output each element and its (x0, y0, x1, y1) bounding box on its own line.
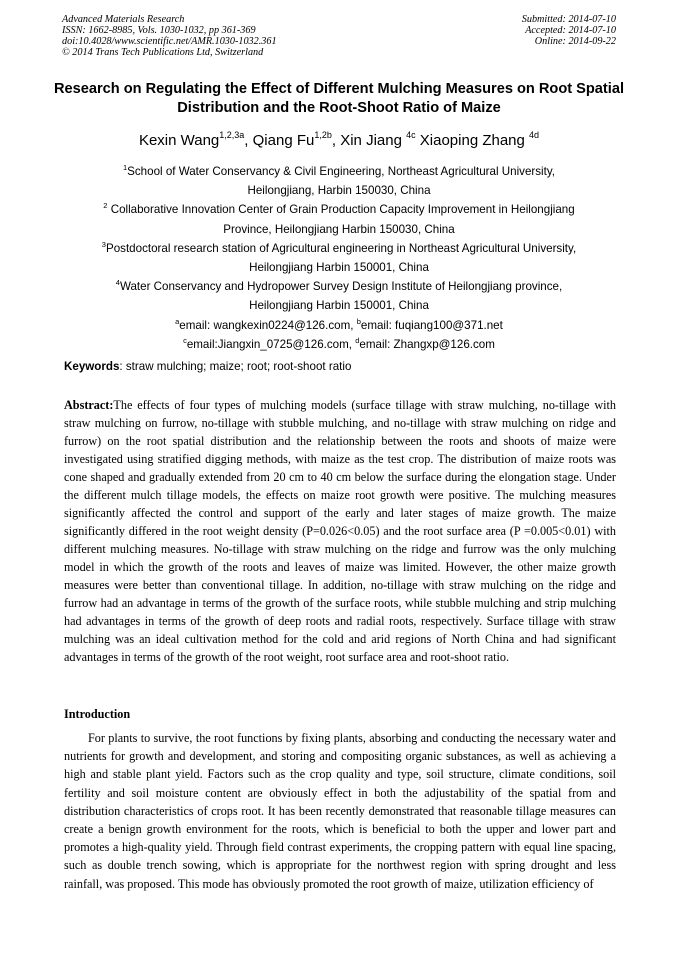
affiliation-number: 3 (101, 239, 106, 249)
author-separator: , (244, 132, 253, 149)
email-line (40, 335, 638, 354)
affiliation-number: 4 (115, 278, 120, 288)
author-name: Xiaoping Zhang (419, 132, 530, 149)
doi-line[interactable]: doi:10.4028/www.scientific.net/AMR.1030-1032.361 (62, 36, 277, 47)
abstract (64, 396, 616, 666)
affiliation-list (40, 162, 638, 354)
abstract-label: Abstract: (64, 398, 114, 412)
email-address[interactable]: email: wangkexin0224@126.com, (179, 318, 357, 332)
copyright-line: © 2014 Trans Tech Publications Ltd, Switzerland (62, 47, 264, 58)
journal-name: Advanced Materials Research (62, 14, 185, 25)
email-address[interactable]: email: Zhangxp@126.com (359, 337, 495, 351)
introduction-paragraph: For plants to survive, the root functions by fixing plants, absorbing and conducting the necessary water and nutrients for growth and development, and storing and compositing organic substances, as well as achieving a high and stable plant yield. Factors such as the crop quality and type, soil structure, climate conditions, soil fertility and soil moisture content are obviously effect in both the adjustability of the spatial from and distribution characteristics of crops root. It has been recently demonstrated that reasonable tillage measures can create a benign growth environment for the roots, which is beneficial to both the upper and lower part and promotes a high-quality yield. Through field contrast experiments, the cropping pattern with equal line spacing, such as double trench sowing, which is appropriate for the northwest region with spring drought and less rainfall, was proposed. This mode has obviously promoted the root growth of maize, utilization efficiency of (64, 731, 616, 891)
keywords (64, 359, 616, 375)
accepted-date: Accepted: 2014-07-10 (525, 25, 616, 36)
author-separator: , (331, 132, 341, 149)
author-affiliation-mark: 4d (529, 130, 540, 140)
issn-line: ISSN: 1662-8985, Vols. 1030-1032, pp 361-369 (62, 25, 256, 36)
journal-info (62, 14, 362, 58)
email-line (40, 316, 638, 335)
submission-dates (396, 14, 616, 47)
affiliation-text: Water Conservancy and Hydropower Survey Design Institute of Heilongjiang province, (119, 280, 563, 294)
online-date: Online: 2014-09-22 (534, 36, 616, 47)
affiliation-number: 2 (103, 201, 108, 211)
paper-title: Research on Regulating the Effect of Different Mulching Measures on Root Spatial Distribution and the Root-Shoot Ratio of Maize (53, 81, 625, 116)
affiliation-line: Heilongjiang Harbin 150001, China (249, 261, 429, 275)
affiliation-line (40, 162, 638, 181)
email-address[interactable]: email: fuqiang100@371.net (360, 318, 503, 332)
abstract-text: The effects of four types of mulching models (surface tillage with straw mulching, no-tillage with straw mulching on furrow, no-tillage with stubble mulching, and no-tillage with straw mulching on ridge and furrow) on the root spatial distribution and the relationship between the roots and shoots of maize were investigated using stratified digging methods, with maize as the test crop. The distribution of maize roots was cone shaped and gradually extended from 20 cm to 40 cm below the surface during the elongation stage. Under the different mulch tillage models, the effects on maize root growth were positive. The mulching measures significantly affected the control and support of the early and later stages of maize growth. The maize significantly differed in the root weight density (P=0.026<0.05) and the root surface area (P =0.005<0.01) with different mulching measures. No-tillage with straw mulching on the ridge and furrow was the only mulching model in which the growth of the roots and leaves of maize was limited. However, the other maize growth measures were better than conventional tillage. In addition, no-tillage with straw mulching on the ridge and furrow had an advantage in terms of the growth of the surface roots, while stubble mulching and strip mulching had advantages in terms of the growth of deep roots and radial roots, respectively. Surface tillage with straw mulching was an ideal cultivation method for the cold and arid regions of North China and had significant advantages in terms of the growth of the root weight, root surface area and root-shoot ratio. (64, 398, 616, 664)
email-address[interactable]: email:Jiangxin_0725@126.com, (186, 337, 356, 351)
submitted-date: Submitted: 2014-07-10 (521, 14, 616, 25)
email-mark: a (175, 316, 180, 326)
affiliation-line: Province, Heilongjiang Harbin 150030, China (223, 222, 455, 236)
email-mark: d (355, 335, 360, 345)
author-list (40, 131, 638, 151)
affiliation-line: Heilongjiang, Harbin 150030, China (247, 184, 431, 198)
email-mark: c (183, 335, 187, 345)
affiliation-text: Collaborative Innovation Center of Grain Production Capacity Improvement in Heilongjiang (107, 203, 575, 217)
affiliation-line (40, 239, 638, 258)
author-affiliation-mark: 1,2,3a (219, 130, 245, 140)
keywords-label: Keywords (64, 360, 120, 373)
email-mark: b (356, 316, 361, 326)
keywords-text: : straw mulching; maize; root; root-shoot ratio (119, 360, 352, 373)
author-name: Kexin Wang (138, 132, 220, 149)
affiliation-number: 1 (122, 163, 128, 172)
affiliation-text: School of Water Conservancy & Civil Engineering, Northeast Agricultural University, (127, 165, 556, 178)
affiliation-line: Heilongjiang Harbin 150001, China (249, 299, 429, 313)
author-name: Xin Jiang (340, 132, 407, 149)
author-name: Qiang Fu (252, 132, 315, 149)
section-heading-introduction: Introduction (64, 707, 131, 721)
affiliation-text: Postdoctoral research station of Agricultural engineering in Northeast Agricultural University, (105, 241, 577, 255)
author-affiliation-mark: 1,2b (314, 130, 332, 140)
author-affiliation-mark: 4c (406, 130, 416, 140)
affiliation-line (40, 200, 638, 219)
affiliation-line (40, 277, 638, 296)
